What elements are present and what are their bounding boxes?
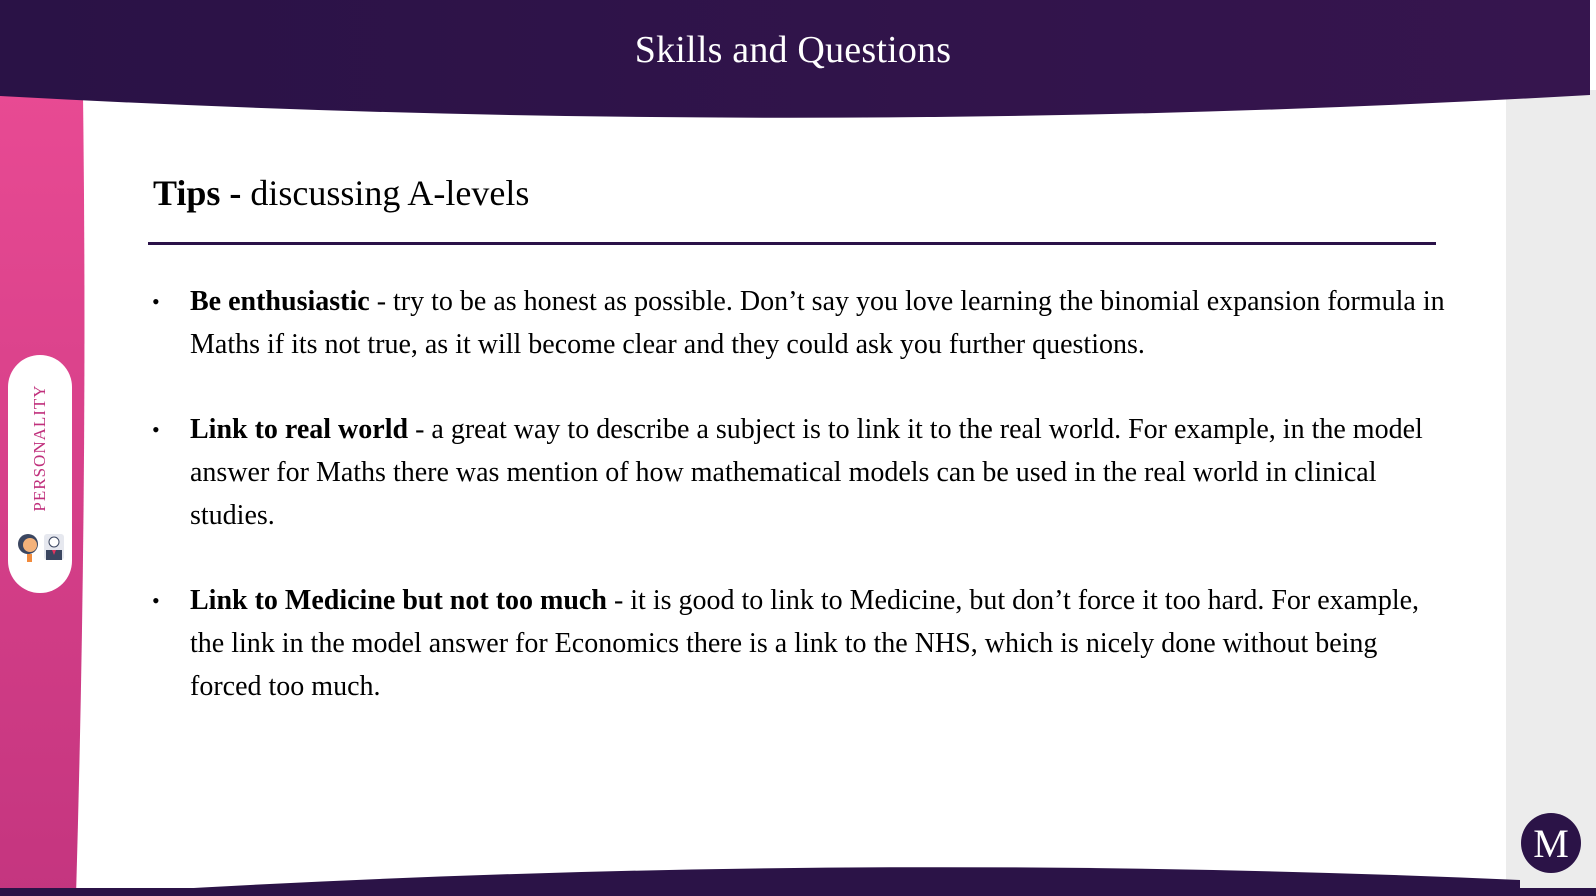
tip-title: Be enthusiastic — [190, 286, 370, 317]
tip-title: Link to Medicine but not too much — [190, 585, 607, 616]
bullet-icon: • — [152, 289, 160, 314]
logo-letter: M — [1533, 821, 1569, 866]
personality-label: PERSONALITY — [30, 384, 49, 512]
tip-text: - it is good to link to Medicine, but don’t force it too hard. For example, the link in the model answer for Economics there is a link to the NHS, which is nicely done without being forced too much. — [190, 585, 1420, 702]
slide-title: Skills and Questions — [634, 29, 952, 71]
right-side-strip — [1506, 90, 1596, 896]
tip-title: Link to real world — [190, 414, 409, 445]
section-heading-rest: discussing A-levels — [241, 173, 530, 213]
tip-text: - a great way to describe a subject is to link it to the real world. For example, in the model answer for Maths there was mention of how mathematical models can be used in the real world in clinical studies. — [190, 414, 1423, 531]
tip-item — [152, 579, 1452, 708]
section-heading — [153, 172, 529, 214]
tips-list — [152, 280, 1452, 750]
footer-strip — [0, 888, 1596, 896]
tip-item — [152, 280, 1452, 366]
section-heading-bold: Tips - — [153, 173, 242, 213]
people-icon — [14, 530, 66, 564]
bullet-icon: • — [152, 417, 160, 442]
tip-item — [152, 408, 1452, 537]
heading-divider — [148, 242, 1436, 245]
tip-text: - try to be as honest as possible. Don’t say you love learning the binomial expansion formula in Maths if its not true, as it will become clear and they could ask you further questions. — [190, 286, 1445, 360]
bullet-icon: • — [152, 588, 160, 613]
brand-logo-icon — [1520, 812, 1582, 874]
